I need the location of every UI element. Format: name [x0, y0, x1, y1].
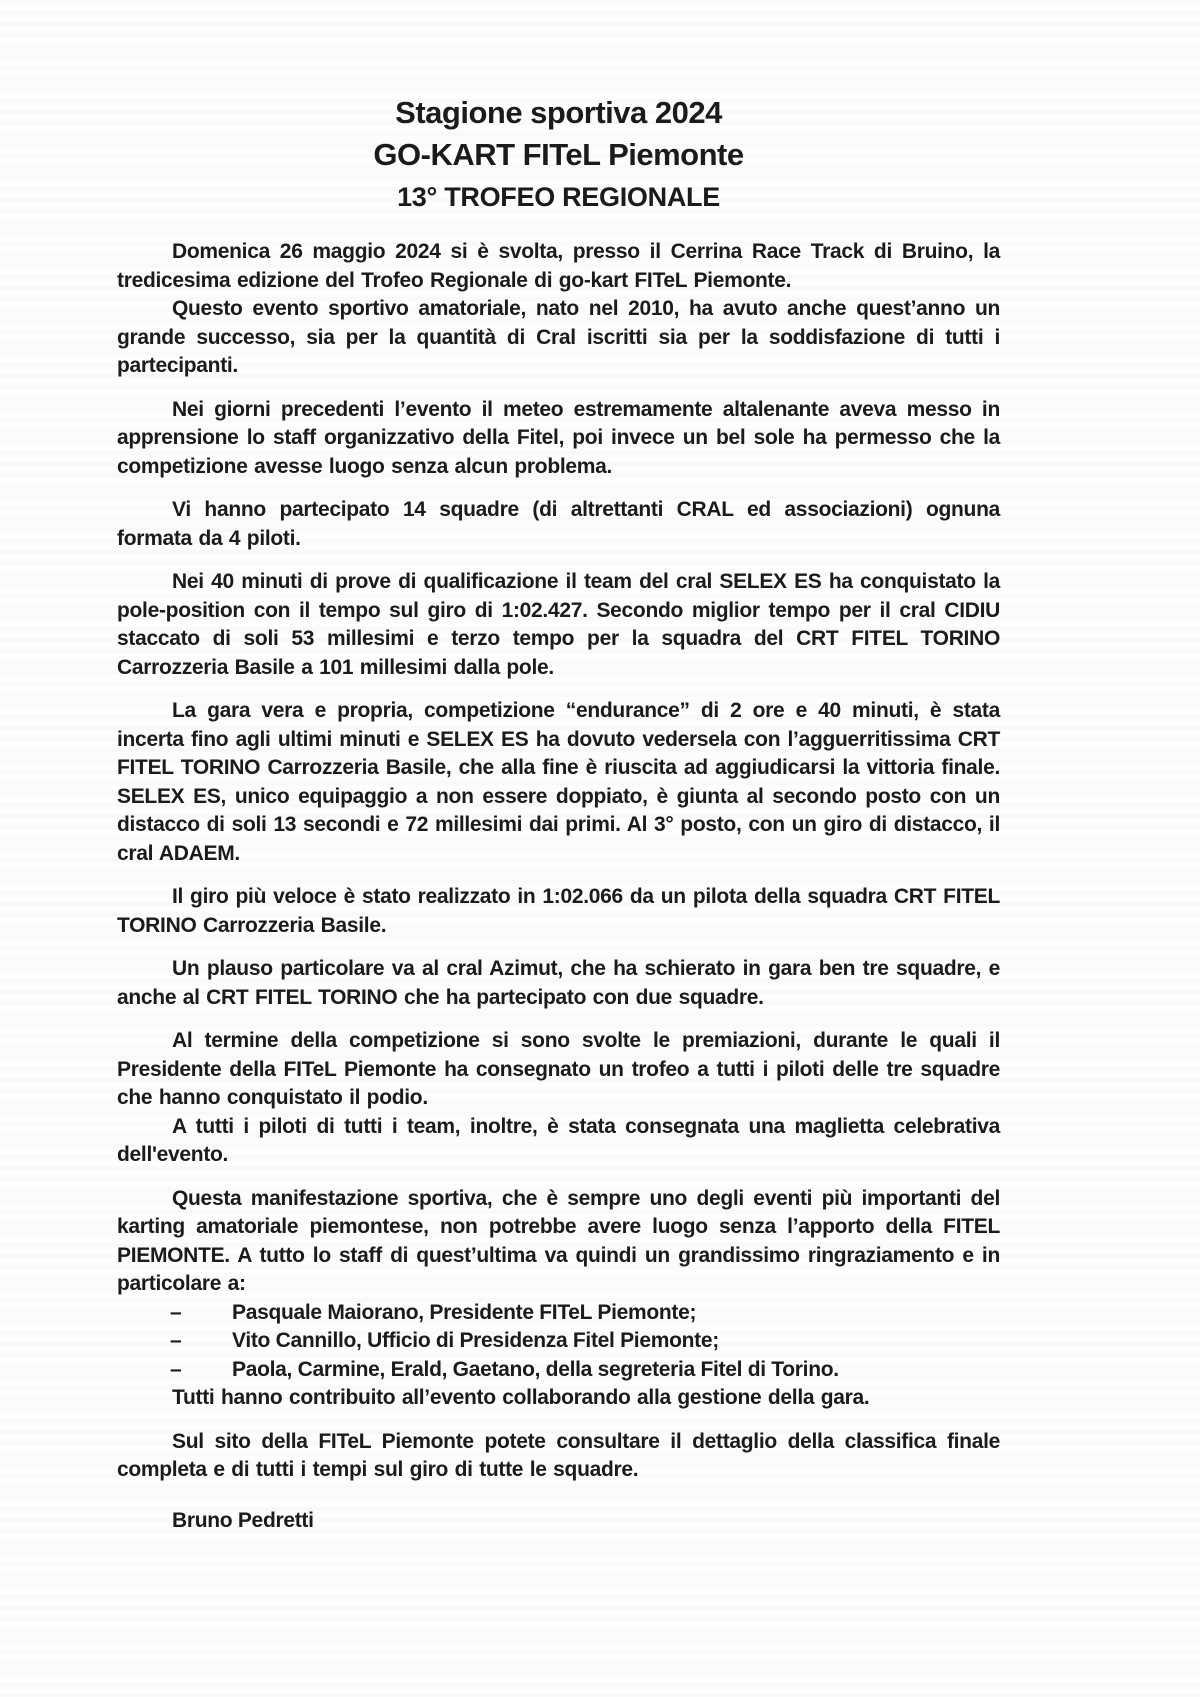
paragraph-qualifying: Nei 40 minuti di prove di qualificazione il team del cral SELEX ES ha conquistato la pole-position con il tempo sul giro di 1:02.427. Secondo miglior tempo per il cral CIDIU staccato di soli 53 millesimi e terzo tempo per la squadra del CRT FITEL TORINO Carrozzeria Basile a 101 millesimi dalla pole. — [117, 570, 1000, 679]
title-trophy-edition: 13° TROFEO REGIONALE — [397, 182, 720, 212]
credit-item-text: Pasquale Maiorano, Presidente FITeL Piemonte; — [232, 1300, 697, 1324]
paragraph-weather: Nei giorni precedenti l’evento il meteo estremamente altalenante aveva messo in apprensione lo staff organizzativo della Fitel, poi invece un bel sole ha permesso che la competizione avesse luogo senza alcun problema. — [117, 397, 1000, 478]
paragraph-credits-closing: Tutti hanno contribuito all’evento collaborando alla gestione della gara. — [172, 1386, 870, 1409]
document-title-block — [117, 92, 1000, 218]
credit-item-president — [117, 1299, 1000, 1328]
paragraph-awards: Al termine della competizione si sono svolte le premiazioni, durante le quali il Presidente della FITeL Piemonte ha consegnato un trofeo a tutti i piloti delle tre squadre che hanno conquistato il podio. — [117, 1029, 1000, 1109]
paragraph-teams: Vi hanno partecipato 14 squadre (di altrettanti CRAL ed associazioni) ognuna formata da 4 piloti. — [117, 498, 1000, 550]
list-dash-icon: – — [170, 1329, 182, 1352]
title-season: Stagione sportiva 2024 — [395, 95, 722, 130]
paragraph-fastest-lap: Il giro più veloce è stato realizzato in 1:02.066 da un pilota della squadra CRT FITEL TORINO Carrozzeria Basile. — [117, 885, 1000, 937]
paragraph-event-date: Domenica 26 maggio 2024 si è svolta, presso il Cerrina Race Track di Bruino, la tredicesima edizione del Trofeo Regionale di go-kart FITeL Piemonte. — [117, 240, 1000, 292]
credit-item-office — [117, 1327, 1000, 1356]
credit-item-text: Vito Cannillo, Ufficio di Presidenza Fitel Piemonte; — [232, 1329, 719, 1352]
paragraph-event-success: Questo evento sportivo amatoriale, nato nel 2010, ha avuto anche quest’anno un grande successo, sia per la quantità di Cral iscritti sia per la soddisfazione di tutti i partecipanti. — [117, 297, 1000, 377]
paragraph-website-note: Sul sito della FITeL Piemonte potete consultare il dettaglio della classifica finale completa e di tutti i tempi sul giro di tutte le squadre. — [117, 1429, 1000, 1481]
list-dash-icon: – — [170, 1300, 182, 1324]
credit-item-secretariat — [117, 1356, 1000, 1385]
paragraph-race-result: La gara vera e propria, competizione “endurance” di 2 ore e 40 minuti, è stata incerta fino agli ultimi minuti e SELEX ES ha dovuto vedersela con l’agguerritissima CRT FITEL TORINO Carrozzeria Basile, che alla fine è riuscita ad aggiudicarsi la vittoria finale. SELEX ES, unico equipaggio a non essere doppiato, è giunta al secondo posto con un distacco di soli 13 secondi e 72 millesimi dai primi. Al 3° posto, con un giro di distacco, il cral ADAEM. — [117, 699, 1000, 865]
list-dash-icon: – — [170, 1357, 182, 1381]
signature-author: Bruno Pedretti — [172, 1508, 314, 1532]
title-event: GO-KART FITeL Piemonte — [373, 137, 744, 172]
credit-item-text: Paola, Carmine, Erald, Gaetano, della segreteria Fitel di Torino. — [232, 1357, 839, 1381]
paragraph-praise: Un plauso particolare va al cral Azimut, che ha schierato in gara ben tre squadre, e anche al CRT FITEL TORINO che ha partecipato con due squadre. — [117, 957, 1000, 1009]
paragraph-tshirt: A tutti i piloti di tutti i team, inoltre, è stata consegnata una maglietta celebrativa dell'evento. — [117, 1114, 1000, 1166]
paragraph-thanks: Questa manifestazione sportiva, che è sempre uno degli eventi più importanti del karting amatoriale piemontese, non potrebbe avere luogo senza l’apporto della FITEL PIEMONTE. A tutto lo staff di quest’ultima va quindi un grandissimo ringraziamento e in particolare a: — [117, 1186, 1000, 1295]
